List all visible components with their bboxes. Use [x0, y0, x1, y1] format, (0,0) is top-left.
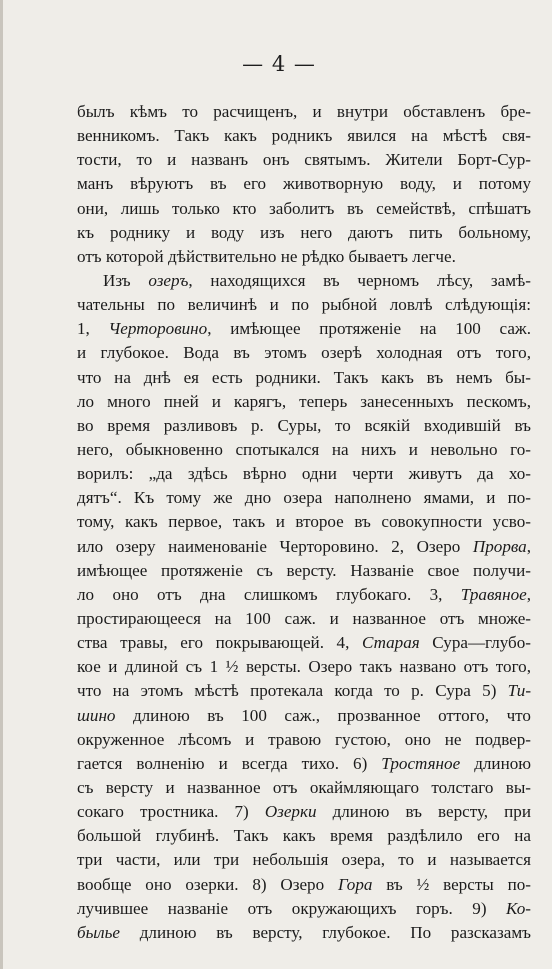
text-line: что на этомъ мѣстѣ протекала когда то р. Сура 5) Ти- — [77, 681, 531, 701]
text-line: дятъ“. Къ тому же дно озера наполнено ямами, и по- — [77, 488, 531, 508]
text-line: него, обыкновенно спотыкался на нихъ и невольно го- — [77, 439, 531, 459]
text-line: ло оно отъ дна слишкомъ глубокаго. 3, Травяное, — [77, 584, 531, 604]
text-line: ства травы, его покрывающей. 4, Старая Сура—глубо- — [77, 633, 531, 653]
text-line: былъ кѣмъ то расчищенъ, и внутри обставленъ бре- — [77, 102, 531, 121]
text-line: сокаго тростника. 7) Озерки длиною въ версту, при — [77, 802, 531, 822]
text-line: ворилъ: „да здѣсь вѣрно одни черти живутъ да хо- — [77, 464, 531, 484]
text-line: вообще оно озерки. 8) Озеро Гора въ ½ версты по- — [77, 874, 531, 894]
text-line: венникомъ. Такъ какъ родникъ явился на мѣстѣ свя- — [77, 126, 531, 146]
text-line: чательны по величинѣ и по рыбной ловлѣ слѣдующія: — [77, 295, 531, 315]
text-line: ло много пней и карягъ, теперь занесенныхъ пескомъ, — [77, 391, 531, 411]
text-line: гается волненію и всегда тихо. 6) Тростяное длиною — [77, 753, 531, 773]
text-line: Изъ озеръ, находящихся въ черномъ лѣсу, замѣ- — [103, 270, 531, 290]
text-line: окруженное лѣсомъ и травою густою, оно не подвер- — [77, 729, 531, 749]
text-line: большой глубинѣ. Такъ какъ время раздѣлило его на — [77, 826, 531, 846]
text-line: и глубокое. Вода въ этомъ озерѣ холодная отъ того, — [77, 343, 531, 363]
text-line: шино длиною въ 100 саж., прозванное оттого, что — [77, 705, 531, 725]
text-line: лучившее названіе отъ окружающихъ горъ. 9) Ко- — [77, 898, 531, 918]
page-number: — 4 — — [242, 52, 316, 76]
text-line: былье длиною въ версту, глубокое. По разсказамъ — [77, 922, 531, 942]
text-line: простирающееся на 100 саж. и названное отъ множе- — [77, 608, 531, 628]
text-line: съ версту и названное отъ окаймляющаго толстаго вы- — [77, 777, 531, 797]
text-line: тости, то и названъ онъ святымъ. Жители Борт-Сур- — [77, 150, 531, 170]
text-line: 1, Черторовино, имѣющее протяженіе на 100 саж. — [77, 319, 531, 339]
text-line: три части, или три небольшія озера, то и называется — [77, 850, 531, 870]
text-line: кое и длиной съ 1 ½ версты. Озеро такъ названо отъ того, — [77, 657, 531, 677]
text-line: манъ вѣруютъ въ его животворную воду, и потому — [77, 174, 531, 194]
text-line: они, лишь только кто заболитъ въ семействѣ, спѣшатъ — [77, 198, 531, 218]
text-line: имѣющее протяженіе съ версту. Названіе свое получи- — [77, 560, 531, 580]
text-line: къ роднику и воду изъ него даютъ пить больному, — [77, 222, 531, 242]
text-line: что на днѣ ея есть родники. Такъ какъ въ немъ бы- — [77, 367, 531, 387]
text-line: ило озеру наименованіе Черторовино. 2, Озеро Прорва, — [77, 536, 531, 556]
body-text — [77, 100, 531, 945]
text-line: во время разливовъ р. Суры, то всякій входившій въ — [77, 415, 531, 435]
text-line: тому, какъ первое, такъ и второе въ совокупности усво- — [77, 512, 531, 532]
text-line: отъ которой дѣйствительно не рѣдко бываетъ легче. — [77, 246, 456, 266]
